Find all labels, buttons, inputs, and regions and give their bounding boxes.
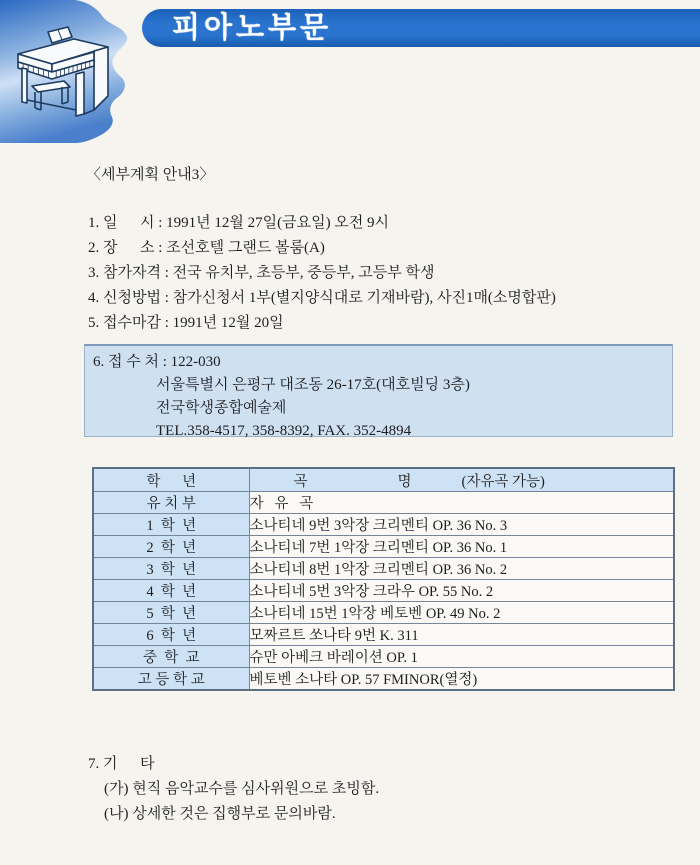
piece-cell: 소나티네 7번 1악장 크리멘티 OP. 36 No. 1 [249,536,674,558]
piece-cell: 소나티네 9번 3악장 크리멘티 OP. 36 No. 3 [249,514,674,536]
grade-cell: 유 치 부 [93,492,249,514]
table-row [93,536,674,558]
note-judges: (가) 현직 음악교수를 심사위원으로 초빙함. [104,781,380,797]
grade-cell: 5 학 년 [93,602,249,624]
reception-box [84,344,673,437]
table-row [93,624,674,646]
info-item-deadline: 5. 접수마감 : 1991년 12월 20일 [88,315,284,331]
table-row [93,492,674,514]
table-row [93,580,674,602]
reception-phone: TEL.358-4517, 358-8392, FAX. 352-4894 [156,423,412,439]
info-item-place: 2. 장 소 : 조선호텔 그랜드 볼룸(A) [88,240,325,256]
notes-title: 7. 기 타 [88,756,155,772]
reception-address: 서울특별시 은평구 대조동 26-17호(대호빌딩 3층) [156,377,470,393]
table-row [93,602,674,624]
info-item-date: 1. 일 시 : 1991년 12월 27일(금요일) 오전 9시 [88,215,390,231]
side-panel [0,0,132,144]
page-title: 피아노부문 [172,11,333,44]
piece-cell: 소나티네 8번 1악장 크리멘티 OP. 36 No. 2 [249,558,674,580]
piece-cell: 소나티네 15번 1악장 베토벤 OP. 49 No. 2 [249,602,674,624]
table-header-piece: 곡 명 (자유곡 가능) [249,468,674,492]
piece-cell: 자 유 곡 [249,492,674,514]
grade-cell: 3 학 년 [93,558,249,580]
reception-organization: 전국학생종합예술제 [156,400,287,416]
grade-cell: 6 학 년 [93,624,249,646]
grade-cell: 중 학 교 [93,646,249,668]
grade-cell: 4 학 년 [93,580,249,602]
piece-cell: 베토벤 소나타 OP. 57 FMINOR(열정) [249,668,674,691]
grade-cell: 고 등 학 교 [93,668,249,691]
piece-cell: 슈만 아베크 바레이션 OP. 1 [249,646,674,668]
table-row [93,668,674,691]
repertoire-table [92,467,675,691]
note-inquiry: (나) 상세한 것은 집행부로 문의바람. [104,806,336,822]
info-list [88,211,556,336]
table-row [93,558,674,580]
piece-cell: 모짜르트 쏘나타 9번 K. 311 [249,624,674,646]
table-header-row [93,468,674,492]
reception-title: 6. 접 수 처 : 122-030 [93,354,221,370]
grade-cell: 1 학 년 [93,514,249,536]
header-banner [142,9,700,47]
piece-cell: 소나티네 5번 3악장 크라우 OP. 55 No. 2 [249,580,674,602]
table-header-grade: 학 년 [93,468,249,492]
info-item-eligibility: 3. 참가자격 : 전국 유치부, 초등부, 중등부, 고등부 학생 [88,265,435,281]
table-row [93,646,674,668]
notes-section [88,752,379,827]
grade-cell: 2 학 년 [93,536,249,558]
info-item-application: 4. 신청방법 : 참가신청서 1부(별지양식대로 기재바람), 사진1매(소명합판) [88,290,556,306]
subtitle: 〈세부계획 안내3〉 [86,167,215,183]
table-row [93,514,674,536]
